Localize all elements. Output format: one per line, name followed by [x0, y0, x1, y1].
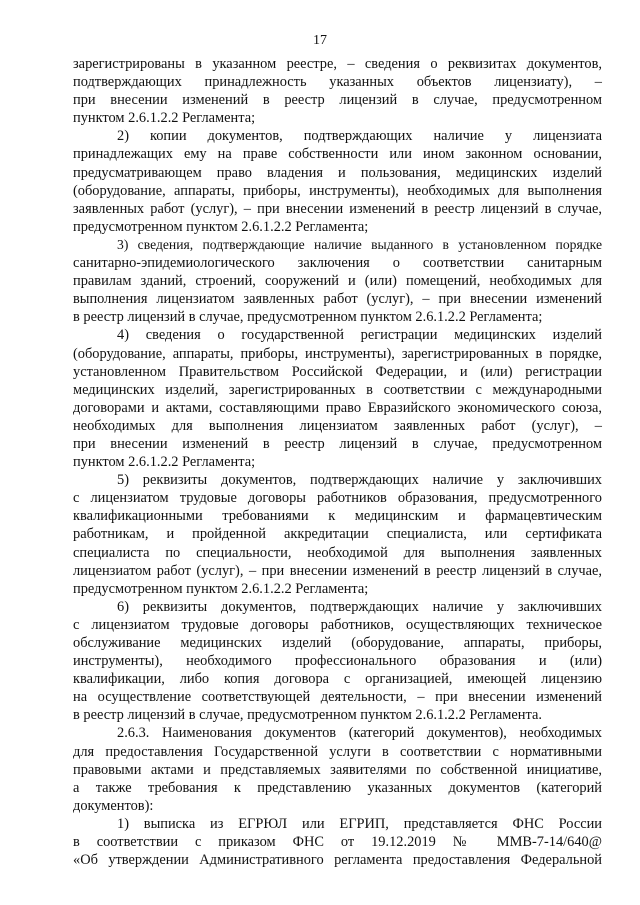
text-line: а также требования к представлению указанных документов (категорий [73, 779, 602, 796]
paragraph-6 [73, 598, 602, 725]
text-line: для предоставления Государственной услуги в соответствии с нормативными [73, 743, 602, 760]
text-line: квалификации, либо копия договора с организацией, имеющей лицензию [73, 671, 602, 688]
text-line: зарегистрированы в указанном реестре, – сведения о реквизитах документов, [73, 56, 602, 72]
paragraph-3 [73, 236, 602, 326]
paragraph-2 [73, 127, 602, 236]
document-body [73, 55, 602, 869]
text-line: предусмотренном пунктом 2.6.1.2.2 Регламента; [73, 218, 369, 235]
text-line: правовыми актами и представляемых заявителями по собственной инициативе, [73, 761, 602, 778]
text-line: 5) реквизиты документов, подтверждающих наличие у заключивших [117, 472, 602, 489]
paragraph-4 [73, 326, 602, 471]
text-line: 2.6.3. Наименования документов (категорий документов), необходимых [117, 725, 602, 742]
text-line: в реестр лицензий в случае, предусмотренном пунктом 2.6.1.2.2 Регламента. [73, 707, 542, 724]
text-line: санитарно-эпидемиологического заключения о соответствии санитарным [73, 255, 602, 272]
text-line: в соответствии с приказом ФНС от 19.12.2019 № ММВ-7-14/640@ [73, 834, 602, 851]
text-line: специалиста по специальности, необходимой для выполнения заявленных [73, 544, 602, 561]
text-line: 1) выписка из ЕГРЮЛ или ЕГРИП, представляется ФНС России [117, 815, 602, 832]
text-line: 3) сведения, подтверждающие наличие выданного в установленном порядке [117, 236, 602, 252]
text-line: инструменты), необходимого профессионального образования и (или) [73, 653, 602, 670]
text-line: «Об утверждении Административного регламента предоставления Федеральной [73, 852, 602, 869]
text-line: в реестр лицензий в случае, предусмотренном пунктом 2.6.1.2.2 Регламента; [73, 309, 543, 326]
text-line: на осуществление соответствующей деятельности, – при внесении изменений [73, 689, 602, 706]
text-line: при внесении изменений в реестр лицензий в случае, предусмотренном [73, 435, 602, 452]
text-line: 4) сведения о государственной регистрации медицинских изделий [117, 327, 602, 344]
text-line: предусмотренном пунктом 2.6.1.2.2 Регламента; [73, 580, 369, 597]
text-line: необходимых для выполнения лицензиатом заявленных работ (услуг), – [73, 417, 602, 434]
text-line: с лицензиатом трудовые договоры работников образования, предусмотренного [73, 490, 602, 507]
paragraph-8 [73, 815, 602, 869]
text-line: обслуживание медицинских изделий (оборудование, аппараты, приборы, [73, 635, 602, 651]
text-line: выполнения лицензиатом заявленных работ (услуг), – при внесении изменений [73, 291, 602, 308]
text-line: правилам зданий, строений, сооружений и (или) помещений, необходимых для [73, 273, 602, 290]
text-line: документов): [73, 797, 154, 814]
text-line: с лицензиатом трудовые договоры работников, осуществляющих техническое [73, 616, 602, 633]
text-line: пунктом 2.6.1.2.2 Регламента; [73, 110, 256, 127]
text-line: при внесении изменений в реестр лицензий в случае, предусмотренном [73, 92, 602, 109]
paragraph-1 [73, 55, 602, 127]
text-line: договорами и актами, составляющими право Евразийского экономического союза, [73, 399, 602, 416]
text-line: лицензиатом работ (услуг), – при внесении изменений в реестр лицензий в случае, [73, 562, 602, 579]
text-line: заявленных работ (услуг), – при внесении изменений в реестр лицензий в случае, [73, 200, 602, 217]
text-line: работникам, и пройденной аккредитации специалиста, или сертификата [73, 526, 602, 543]
text-line: установленном Правительством Российской Федерации, и (или) регистрации [73, 363, 602, 380]
text-line: 6) реквизиты документов, подтверждающих наличие у заключивших [117, 598, 602, 615]
text-line: 2) копии документов, подтверждающих наличие у лицензиата [117, 128, 602, 145]
paragraph-5 [73, 471, 602, 598]
text-line: квалификационными требованиями к медицинским и фармацевтическим [73, 508, 602, 525]
text-line: пунктом 2.6.1.2.2 Регламента; [73, 454, 256, 471]
text-line: предусматривающем право владения и пользования, медицинских изделий [73, 164, 602, 181]
text-line: медицинских изделий, зарегистрированных в соответствии с международными [73, 381, 602, 398]
paragraph-7 [73, 724, 602, 814]
text-line: принадлежащих ему на праве собственности или ином законном основании, [73, 146, 602, 163]
text-line: (оборудование, аппараты, приборы, инструменты), зарегистрированных в порядке, [73, 345, 602, 362]
text-line: подтверждающих принадлежность указанных объектов лицензиату), – [73, 74, 602, 91]
text-line: (оборудование, аппараты, приборы, инструменты), необходимых для выполнения [73, 182, 602, 199]
page-number: 17 [313, 33, 327, 48]
